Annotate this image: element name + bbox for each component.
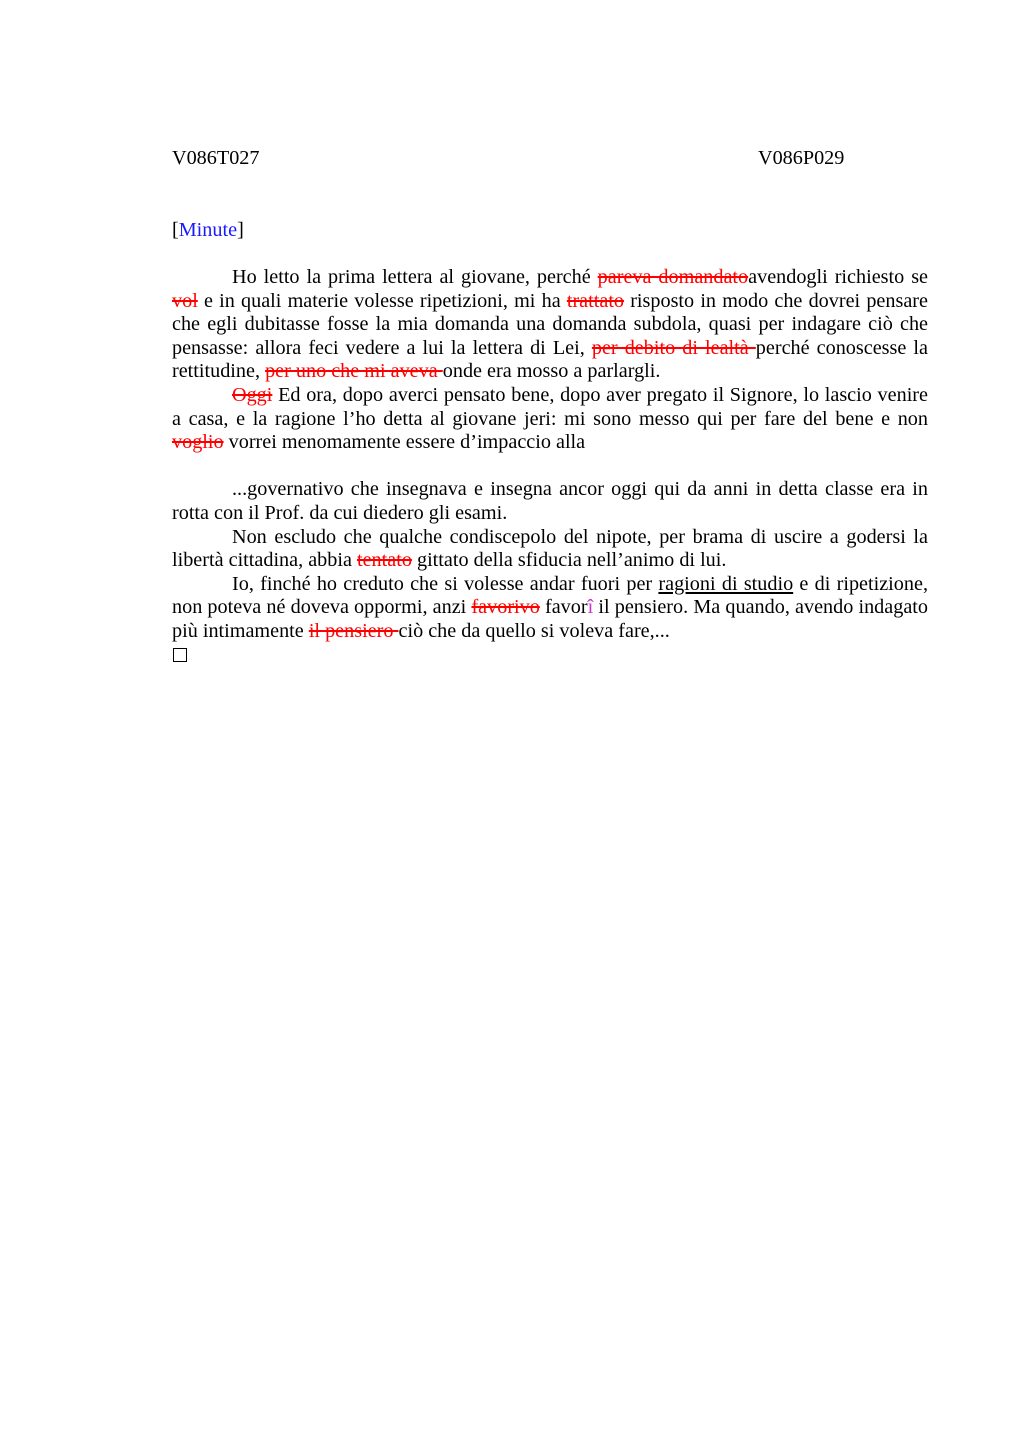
underlined-text: ragioni di studio <box>658 572 794 595</box>
paragraph-4 <box>172 526 928 573</box>
deleted-text: favorivo <box>471 596 540 619</box>
fragment-gap <box>172 455 928 479</box>
deleted-text: trattato <box>566 289 625 312</box>
open-bracket: [ <box>172 219 179 241</box>
text-run: Ed ora, dopo averci pensato bene, dopo aver pregato il Signore, lo lascio venire a casa, e la ragione l’ho detta al giovane jeri: mi sono messo qui per fare del bene e non <box>172 383 928 430</box>
minute-link[interactable]: Minute <box>178 219 238 241</box>
document-code-left: V086T027 <box>172 147 260 169</box>
paragraph-3 <box>172 478 928 525</box>
deleted-text: vol <box>172 289 198 312</box>
text-run: Io, finché ho creduto che si volesse andar fuori per <box>232 572 659 595</box>
text-run: e in quali materie volesse ripetizioni, mi ha <box>197 289 567 312</box>
deleted-text: Oggi <box>232 383 273 406</box>
text-run: il pensiero. Ma quando, avendo indagato più intimamente <box>172 596 928 642</box>
document-code-right: V086P029 <box>758 147 845 169</box>
text-run: gittato della sfiducia nell’animo di lui. <box>411 549 727 572</box>
paragraph-2 <box>172 384 928 455</box>
text-run: favor <box>539 596 588 619</box>
paragraph-1 <box>172 266 928 384</box>
deleted-text: per uno che mi aveva <box>265 360 443 383</box>
text-run: perché conoscesse la rettitudine, <box>172 336 928 383</box>
text-run: avendogli richiesto se <box>748 266 929 288</box>
text-run: Non escludo che qualche condiscepolo del nipote, per brama di uscire a godersi la libertà cittadina, abbia <box>172 525 928 572</box>
deleted-text: tentato <box>356 549 412 572</box>
text-run: e di ripetizione, non poteva né doveva oppormi, anzi <box>172 572 928 619</box>
insertion-mark: î <box>587 596 594 619</box>
text-run: risposto in modo che dovrei pensare che egli dubitasse fosse la mia domanda una domanda subdola, quasi per indagare ciò che pensasse: allora feci vedere a lui la lettera di Lei, <box>172 289 928 359</box>
text-run: Ho letto la prima lettera al giovane, perché <box>232 266 598 288</box>
deleted-text: pareva domandato <box>597 266 749 288</box>
section-heading <box>172 218 244 242</box>
text-run: ciò che da quello si voleva fare,... <box>398 619 670 642</box>
paragraph-5 <box>172 573 928 644</box>
text-run: vorrei menomamente essere d’impaccio alla <box>223 431 586 454</box>
deleted-text: voglio <box>172 431 224 454</box>
letter-body <box>172 266 928 662</box>
close-bracket: ] <box>237 219 244 241</box>
deleted-text: il pensiero <box>308 619 399 642</box>
deleted-text: per debito di lealtà <box>591 336 756 359</box>
text-run: onde era mosso a parlargli. <box>442 360 661 383</box>
text-run: ...governativo che insegnava e insegna ancor oggi qui da anni in detta classe era in rotta con il Prof. da cui diedero gli esami. <box>172 478 928 524</box>
checkbox-square-icon <box>173 648 187 662</box>
